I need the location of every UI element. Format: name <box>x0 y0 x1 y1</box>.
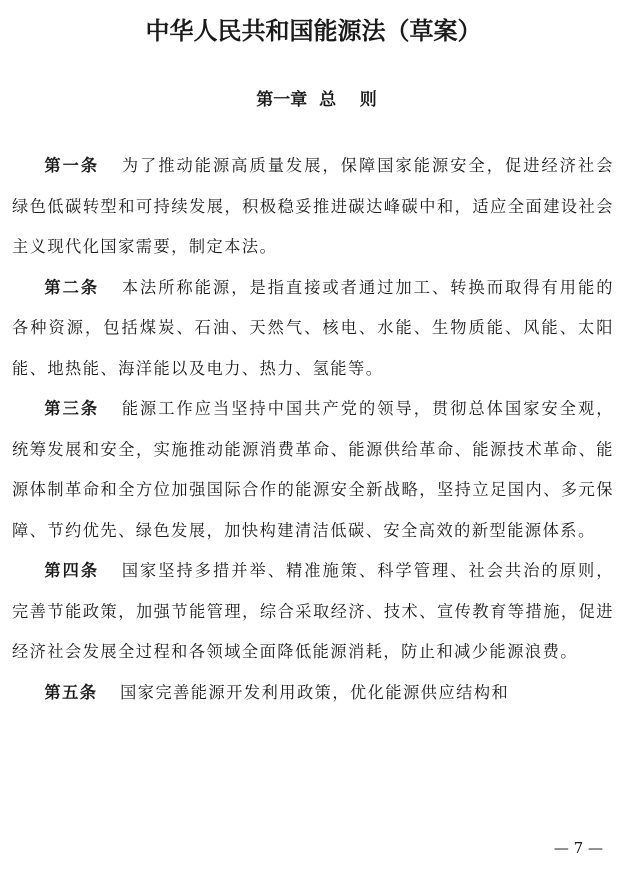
page-number: — 7 — <box>553 839 603 857</box>
document-title: 中华人民共和国能源法（草案） <box>145 17 482 45</box>
article-1 <box>12 146 614 268</box>
article-5 <box>12 673 614 714</box>
article-text: 能源工作应当坚持中国共产党的领导，贯彻总体国家安全观，统筹发展和安全，实施推动能源消费革命、能源供给革命、能源技术革命、能源体制革命和全方位加强国际合作的能源安全新战略，坚持立足国内、多元保障、节约优先、绿色发展，加快构建清洁低碳、安全高效的新型能源体系。 <box>12 399 614 540</box>
article-3 <box>12 389 614 551</box>
article-number: 第五条 <box>44 682 98 702</box>
article-number: 第三条 <box>44 399 100 418</box>
article-number: 第四条 <box>44 561 100 580</box>
article-text: 为了推动能源高质量发展，保障国家能源安全，促进经济社会绿色低碳转型和可持续发展，积极稳妥推进碳达峰碳中和，适应全面建设社会主义现代化国家需要，制定本法。 <box>12 156 614 256</box>
article-4 <box>12 551 614 673</box>
article-text: 国家坚持多措并举、精准施策、科学管理、社会共治的原则，完善节能政策，加强节能管理，综合采取经济、技术、宣传教育等措施，促进经济社会发展全过程和各领域全面降低能源消耗，防止和减少能源浪费。 <box>12 561 614 661</box>
document-body <box>12 146 614 713</box>
chapter-heading: 第一章 总 则 <box>256 90 377 110</box>
article-number: 第二条 <box>44 277 100 297</box>
article-text: 本法所称能源，是指直接或者通过加工、转换而取得有用能的各种资源，包括煤炭、石油、天然气、核电、水能、生物质能、风能、太阳能、地热能、海洋能以及电力、热力、氢能等。 <box>12 277 614 378</box>
article-number: 第一条 <box>44 156 100 175</box>
article-2 <box>12 268 614 390</box>
article-text: 国家完善能源开发利用政策，优化能源供应结构和 <box>120 682 510 702</box>
